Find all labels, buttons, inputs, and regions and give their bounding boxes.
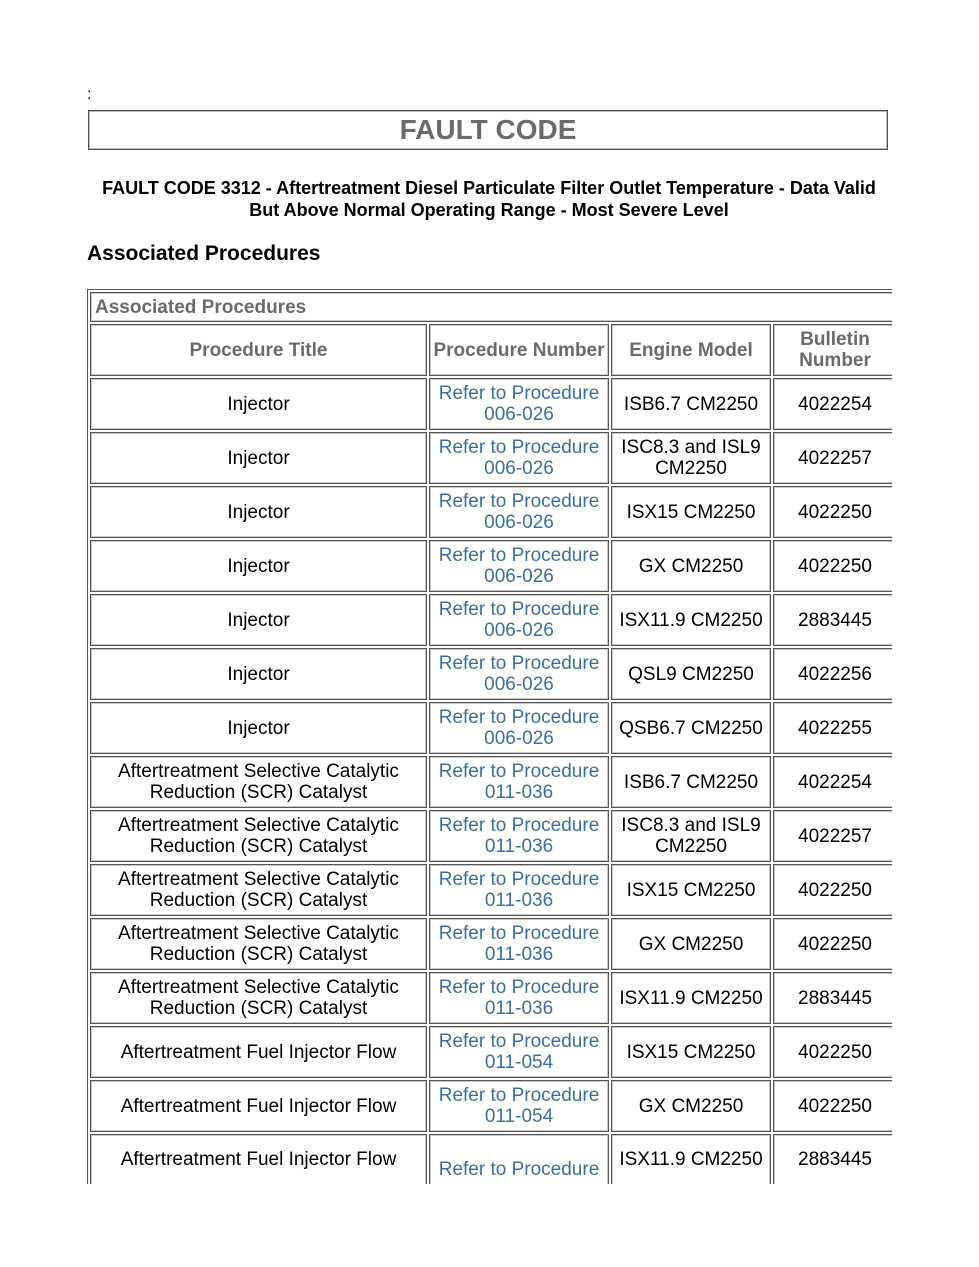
procedure-link[interactable]: Refer to Procedure xyxy=(438,761,600,782)
procedure-link[interactable]: Refer to Procedure xyxy=(438,707,600,728)
bulletin-number-cell: 2883445 xyxy=(773,594,892,646)
procedure-number-cell xyxy=(429,756,609,808)
table-row xyxy=(90,1080,892,1132)
table-row xyxy=(90,432,892,484)
table-row xyxy=(90,864,892,916)
procedure-number-link[interactable]: 011-036 xyxy=(484,836,554,857)
bulletin-number-cell: 4022255 xyxy=(773,702,892,754)
bulletin-number-cell: 4022250 xyxy=(773,486,892,538)
procedure-title-cell: Aftertreatment Selective Catalytic Reduction (SCR) Catalyst xyxy=(90,756,427,808)
procedure-number-cell xyxy=(429,864,609,916)
procedure-link[interactable]: Refer to Procedure xyxy=(438,1159,600,1180)
procedure-number-link[interactable]: 006-026 xyxy=(484,674,554,695)
procedure-number-link[interactable]: 006-026 xyxy=(484,458,554,479)
table-row xyxy=(90,810,892,862)
table-row xyxy=(90,378,892,430)
procedure-link[interactable]: Refer to Procedure xyxy=(438,869,600,890)
procedure-link[interactable]: Refer to Procedure xyxy=(438,437,600,458)
header-engine-model: Engine Model xyxy=(611,324,771,376)
table-row xyxy=(90,540,892,592)
engine-model-cell: ISX15 CM2250 xyxy=(611,1026,771,1078)
bulletin-number-cell: 4022254 xyxy=(773,378,892,430)
procedure-number-link[interactable]: 011-054 xyxy=(484,1106,554,1127)
bulletin-number-cell: 4022250 xyxy=(773,1026,892,1078)
procedures-table-container xyxy=(87,289,892,1184)
procedure-link[interactable]: Refer to Procedure xyxy=(438,383,600,404)
procedure-number-link[interactable]: 011-036 xyxy=(484,890,554,911)
bulletin-number-cell: 4022250 xyxy=(773,864,892,916)
table-row xyxy=(90,972,892,1024)
bulletin-number-cell: 4022250 xyxy=(773,540,892,592)
procedure-link[interactable]: Refer to Procedure xyxy=(438,545,600,566)
engine-model-cell: GX CM2250 xyxy=(611,540,771,592)
engine-model-cell: ISX15 CM2250 xyxy=(611,486,771,538)
procedure-number-cell xyxy=(429,594,609,646)
procedure-number-cell xyxy=(429,1026,609,1078)
procedure-link[interactable]: Refer to Procedure xyxy=(438,599,600,620)
procedure-number-link[interactable]: 006-026 xyxy=(484,512,554,533)
procedure-link[interactable]: Refer to Procedure xyxy=(438,1031,600,1052)
engine-model-cell: ISC8.3 and ISL9 CM2250 xyxy=(611,810,771,862)
procedure-link[interactable]: Refer to Procedure xyxy=(438,653,600,674)
procedure-title-cell: Injector xyxy=(90,702,427,754)
table-row xyxy=(90,486,892,538)
procedure-number-link[interactable]: 006-026 xyxy=(484,566,554,587)
procedure-number-link[interactable]: 006-026 xyxy=(484,404,554,425)
procedure-title-cell: Aftertreatment Selective Catalytic Reduction (SCR) Catalyst xyxy=(90,918,427,970)
procedure-number-link[interactable]: 011-036 xyxy=(484,998,554,1019)
header-procedure-title: Procedure Title xyxy=(90,324,427,376)
header-procedure-number: Procedure Number xyxy=(429,324,609,376)
procedure-number-cell xyxy=(429,972,609,1024)
table-row xyxy=(90,648,892,700)
procedure-link[interactable]: Refer to Procedure xyxy=(438,1085,600,1106)
procedure-number-link[interactable]: 006-026 xyxy=(484,728,554,749)
engine-model-cell: ISX11.9 CM2250 xyxy=(611,1134,771,1184)
engine-model-cell: GX CM2250 xyxy=(611,1080,771,1132)
procedure-number-link[interactable]: 011-054 xyxy=(484,1052,554,1073)
bulletin-number-cell: 4022257 xyxy=(773,432,892,484)
procedure-number-cell xyxy=(429,378,609,430)
procedure-number-cell xyxy=(429,1134,609,1184)
table-row xyxy=(90,1134,892,1184)
procedure-title-cell: Injector xyxy=(90,378,427,430)
procedure-number-cell xyxy=(429,1080,609,1132)
engine-model-cell: ISX11.9 CM2250 xyxy=(611,594,771,646)
procedure-link[interactable]: Refer to Procedure xyxy=(438,815,600,836)
table-row xyxy=(90,756,892,808)
fault-code-banner: FAULT CODE xyxy=(88,110,888,150)
engine-model-cell: ISC8.3 and ISL9 CM2250 xyxy=(611,432,771,484)
procedures-table xyxy=(87,289,892,1184)
procedure-number-cell xyxy=(429,432,609,484)
procedure-link[interactable]: Refer to Procedure xyxy=(438,977,600,998)
bulletin-number-cell: 2883445 xyxy=(773,972,892,1024)
engine-model-cell: QSB6.7 CM2250 xyxy=(611,702,771,754)
procedure-title-cell: Aftertreatment Fuel Injector Flow xyxy=(90,1134,427,1184)
procedure-title-cell: Injector xyxy=(90,432,427,484)
procedure-title-cell: Aftertreatment Fuel Injector Flow xyxy=(90,1080,427,1132)
table-header-row xyxy=(90,324,892,376)
procedure-title-cell: Injector xyxy=(90,594,427,646)
table-row xyxy=(90,918,892,970)
table-caption: Associated Procedures xyxy=(90,292,892,322)
header-bulletin-number: Bulletin Number xyxy=(773,324,892,376)
engine-model-cell: ISX15 CM2250 xyxy=(611,864,771,916)
bulletin-number-cell: 4022254 xyxy=(773,756,892,808)
procedure-title-cell: Aftertreatment Fuel Injector Flow xyxy=(90,1026,427,1078)
procedure-link[interactable]: Refer to Procedure xyxy=(438,491,600,512)
table-row xyxy=(90,1026,892,1078)
procedure-title-cell: Injector xyxy=(90,648,427,700)
engine-model-cell: ISB6.7 CM2250 xyxy=(611,378,771,430)
bulletin-number-cell: 4022257 xyxy=(773,810,892,862)
procedure-title-cell: Injector xyxy=(90,486,427,538)
procedure-number-link[interactable]: 006-026 xyxy=(484,620,554,641)
engine-model-cell: ISB6.7 CM2250 xyxy=(611,756,771,808)
procedure-number-cell xyxy=(429,702,609,754)
section-title: Associated Procedures xyxy=(87,242,321,265)
engine-model-cell: GX CM2250 xyxy=(611,918,771,970)
procedure-title-cell: Aftertreatment Selective Catalytic Reduction (SCR) Catalyst xyxy=(90,810,427,862)
table-row xyxy=(90,702,892,754)
bulletin-number-cell: 4022256 xyxy=(773,648,892,700)
procedure-number-cell xyxy=(429,918,609,970)
procedure-number-link[interactable]: 011-036 xyxy=(484,944,554,965)
procedure-number-cell xyxy=(429,648,609,700)
procedure-title-cell: Aftertreatment Selective Catalytic Reduction (SCR) Catalyst xyxy=(90,864,427,916)
procedure-number-cell xyxy=(429,810,609,862)
procedure-title-cell: Aftertreatment Selective Catalytic Reduction (SCR) Catalyst xyxy=(90,972,427,1024)
bulletin-number-cell: 4022250 xyxy=(773,918,892,970)
engine-model-cell: ISX11.9 CM2250 xyxy=(611,972,771,1024)
engine-model-cell: QSL9 CM2250 xyxy=(611,648,771,700)
procedure-link[interactable]: Refer to Procedure xyxy=(438,923,600,944)
procedure-title-cell: Injector xyxy=(90,540,427,592)
procedure-number-cell xyxy=(429,486,609,538)
page-colon: : xyxy=(87,86,92,103)
bulletin-number-cell: 4022250 xyxy=(773,1080,892,1132)
procedure-number-cell xyxy=(429,540,609,592)
bulletin-number-cell: 2883445 xyxy=(773,1134,892,1184)
fault-code-heading: FAULT CODE 3312 - Aftertreatment Diesel Particulate Filter Outlet Temperature - Data Valid But Above Normal Operating Range - Most Severe Level xyxy=(102,178,876,220)
procedure-number-link[interactable]: 011-036 xyxy=(484,782,554,803)
table-row xyxy=(90,594,892,646)
